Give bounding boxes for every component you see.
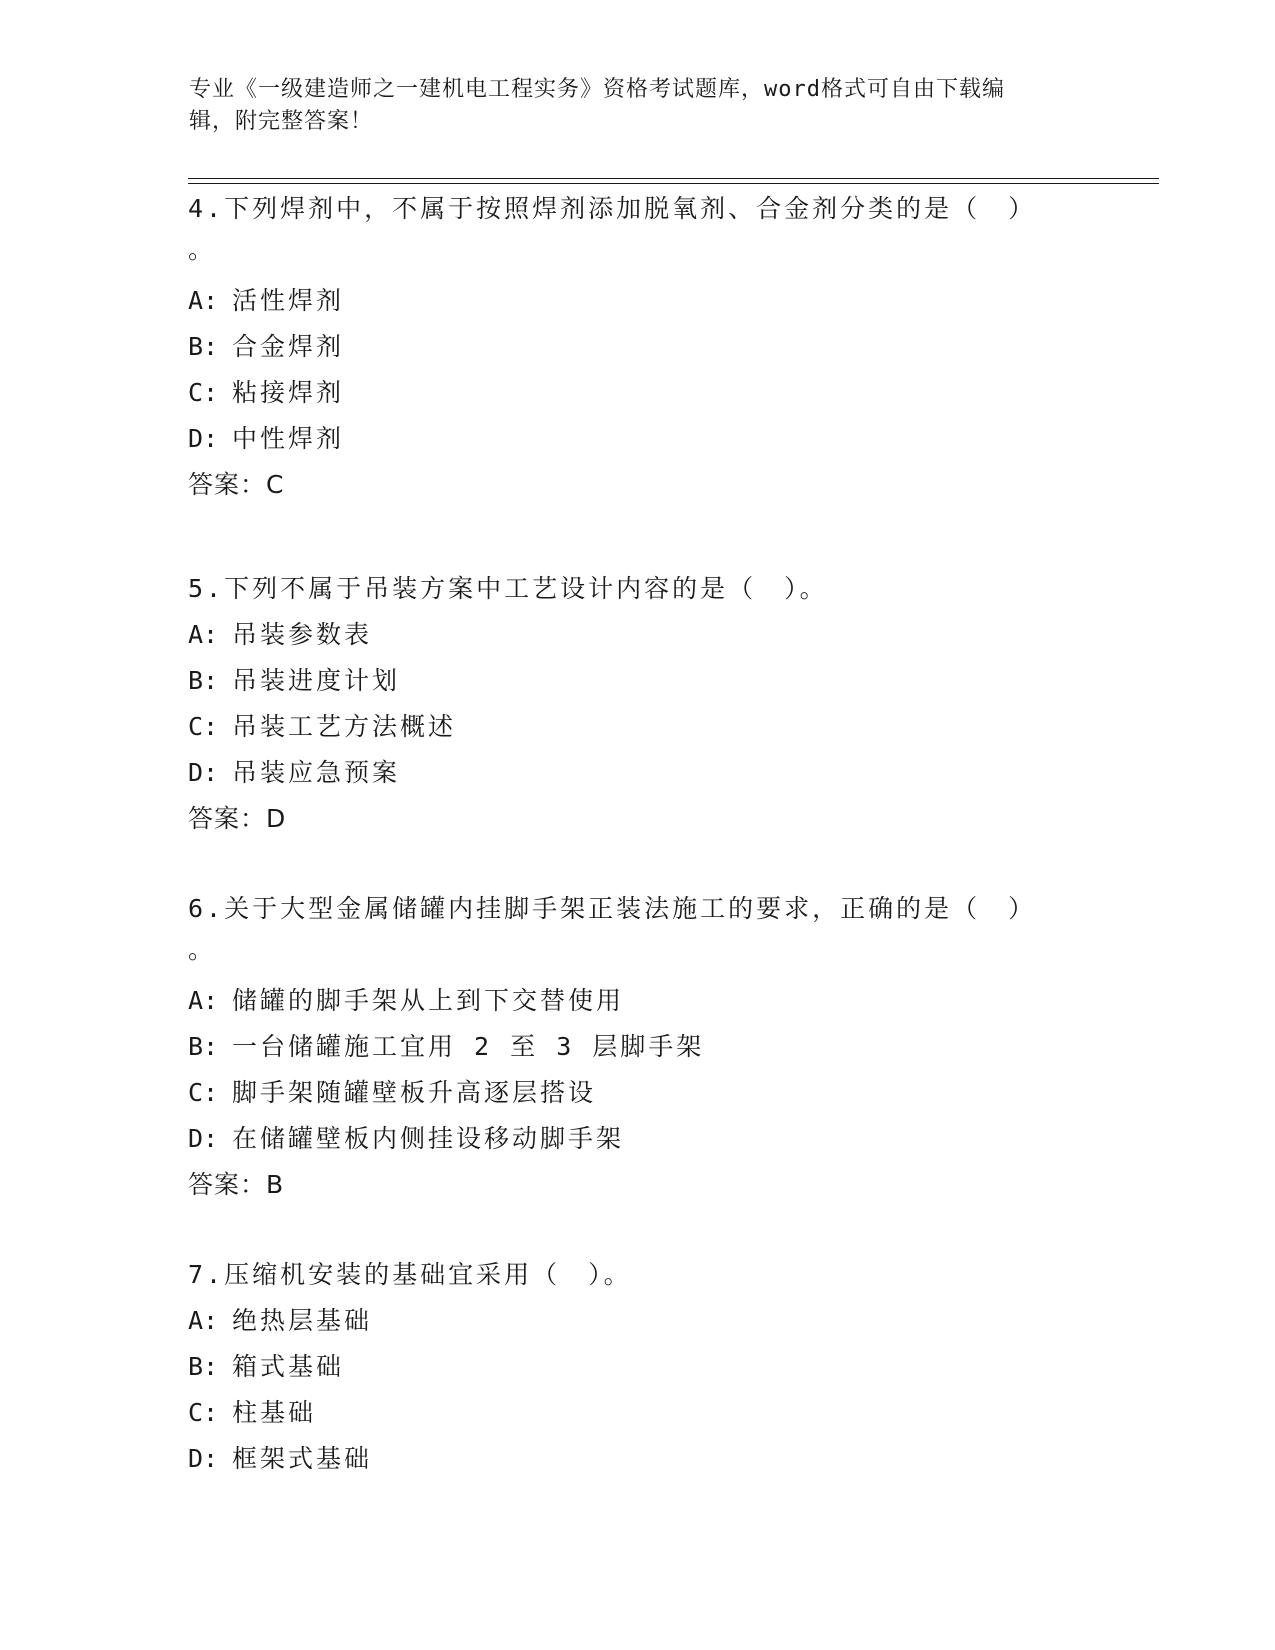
header-line-1: 专业《一级建造师之一建机电工程实务》资格考试题库，word格式可自由下载编 [189,77,1005,102]
question-stem: 7.压缩机安装的基础宜采用（ ）。 [188,1260,632,1289]
question-5 [188,566,1088,842]
option-text: 粘接焊剂 [232,378,345,407]
question-stem-continuation: 。 [188,235,214,264]
option-b [188,1344,1088,1390]
option-c [188,704,1088,750]
answer: 答案：B [188,1170,285,1199]
option-text: 脚手架随罐壁板升高逐层搭设 [232,1078,597,1107]
option-text: 活性焊剂 [232,286,345,315]
option-b [188,324,1088,370]
header-divider-bottom [188,183,1159,184]
option-a [188,612,1088,658]
option-text: 在储罐壁板内侧挂设移动脚手架 [232,1124,625,1153]
answer: 答案：D [188,804,287,833]
option-d [188,1436,1088,1482]
header-line-2: 辑，附完整答案！ [189,109,374,134]
option-text: 框架式基础 [232,1444,373,1473]
option-letter: C: [188,712,219,741]
option-a [188,978,1088,1024]
option-text: 合金焊剂 [232,332,345,361]
option-text: 柱基础 [232,1398,317,1427]
option-letter: D: [188,1444,219,1473]
option-letter: A: [188,286,219,315]
option-d [188,750,1088,796]
question-stem: 4.下列焊剂中，不属于按照焊剂添加脱氧剂、合金剂分类的是（ ） [188,194,1037,223]
question-7 [188,1252,1088,1482]
option-letter: C: [188,378,219,407]
option-letter: B: [188,332,219,361]
option-text: 一台储罐施工宜用 2 至 3 层脚手架 [232,1032,705,1061]
question-stem-continuation: 。 [188,935,214,964]
option-text: 中性焊剂 [232,424,345,453]
option-letter: D: [188,758,219,787]
option-text: 吊装应急预案 [232,758,401,787]
option-b [188,658,1088,704]
option-letter: C: [188,1078,219,1107]
question-6 [188,886,1088,1208]
option-b [188,1024,1088,1070]
option-c [188,1070,1088,1116]
option-c [188,370,1088,416]
option-text: 储罐的脚手架从上到下交替使用 [232,986,625,1015]
option-letter: A: [188,986,219,1015]
option-text: 箱式基础 [232,1352,345,1381]
document-header [189,74,1079,138]
answer: 答案：C [188,470,285,499]
option-letter: A: [188,620,219,649]
option-letter: C: [188,1398,219,1427]
question-stem: 6.关于大型金属储罐内挂脚手架正装法施工的要求，正确的是（ ） [188,894,1037,923]
option-letter: D: [188,424,219,453]
question-stem: 5.下列不属于吊装方案中工艺设计内容的是（ ）。 [188,574,828,603]
question-4 [188,186,1088,508]
option-letter: B: [188,1032,219,1061]
option-letter: D: [188,1124,219,1153]
option-c [188,1390,1088,1436]
option-a [188,1298,1088,1344]
option-a [188,278,1088,324]
option-text: 绝热层基础 [232,1306,373,1335]
option-letter: B: [188,666,219,695]
option-letter: A: [188,1306,219,1335]
option-d [188,1116,1088,1162]
option-text: 吊装工艺方法概述 [232,712,457,741]
option-text: 吊装进度计划 [232,666,401,695]
option-d [188,416,1088,462]
option-text: 吊装参数表 [232,620,373,649]
option-letter: B: [188,1352,219,1381]
header-divider-top [188,178,1159,179]
